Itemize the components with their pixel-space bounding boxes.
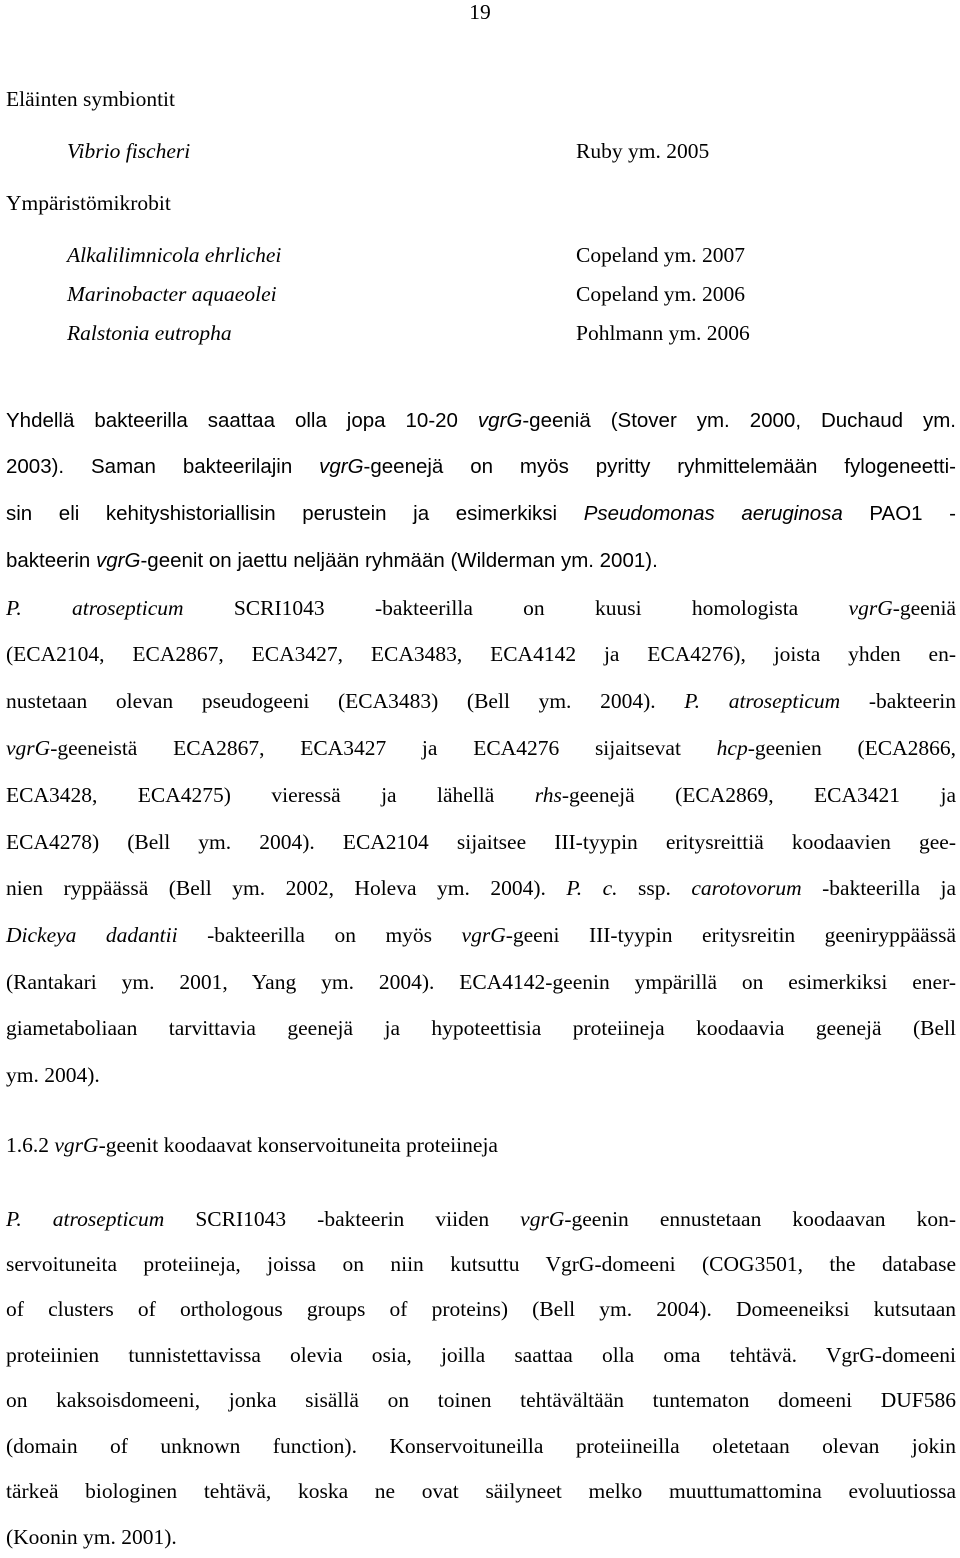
paragraph-line: nien ryppäässä (Bell ym. 2002, Holeva ym. 2004). P. c. ssp. carotovorum -bakteerilla ja [6, 876, 956, 900]
paragraph-line: (Koonin ym. 2001). [6, 1525, 177, 1549]
paragraph-line: vgrG-geeneistä ECA2867, ECA3427 ja ECA4276 sijaitsevat hcp-geenien (ECA2866, [6, 736, 957, 760]
paragraph-line: Yhdellä bakteerilla saattaa olla jopa 10-20 vgrG-geeniä (Stover ym. 2000, Duchaud ym. [6, 409, 957, 432]
section-heading-animal-symbionts: Eläinten symbiontit [6, 87, 175, 111]
page-number: 19 [469, 0, 491, 24]
paragraph-line: giametaboliaan tarvittavia geenejä ja hypoteettisia proteiineja koodaavia geenejä (Bell [6, 1016, 956, 1040]
paragraph-line: P. atrosepticum SCRI1043 -bakteerilla on kuusi homologista vgrG-geeniä [6, 596, 956, 620]
paragraph-line: tärkeä biologinen tehtävä, koska ne ovat säilyneet melko muuttumattomina evoluutiossa [6, 1479, 956, 1503]
paragraph-line: P. atrosepticum SCRI1043 -bakteerin viiden vgrG-geenin ennustetaan koodaavan kon- [6, 1207, 956, 1231]
paragraph-line: (Rantakari ym. 2001, Yang ym. 2004). ECA4142-geenin ympärillä on esimerkiksi ener- [6, 970, 956, 994]
paragraph-line: sin eli kehityshistoriallisin perustein ja esimerkiksi Pseudomonas aeruginosa PAO1 - [6, 502, 956, 525]
paragraph-line: ECA3428, ECA4275) vieressä ja lähellä rhs-geenejä (ECA2869, ECA3421 ja [6, 783, 956, 807]
paragraph-line: bakteerin vgrG-geenit on jaettu neljään ryhmään (Wilderman ym. 2001). [6, 549, 658, 572]
taxon-name: Alkalilimnicola ehrlichei [67, 243, 282, 267]
taxon-reference: Copeland ym. 2007 [576, 243, 745, 267]
paragraph-line: (ECA2104, ECA2867, ECA3427, ECA3483, ECA4142 ja ECA4276), joista yhden en- [6, 642, 956, 666]
taxon-reference: Pohlmann ym. 2006 [576, 321, 750, 345]
subsection-heading: 1.6.2 vgrG-geenit koodaavat konservoituneita proteiineja [6, 1133, 498, 1157]
paragraph-line: ym. 2004). [6, 1063, 100, 1087]
taxon-name: Vibrio fischeri [67, 139, 191, 163]
taxon-reference: Copeland ym. 2006 [576, 282, 745, 306]
paragraph-line: on kaksoisdomeeni, jonka sisällä on toinen tehtävältään tuntematon domeeni DUF586 [6, 1388, 956, 1412]
section-heading-environmental-microbes: Ympäristömikrobit [6, 191, 171, 215]
taxon-reference: Ruby ym. 2005 [576, 139, 710, 163]
paragraph-line: Dickeya dadantii -bakteerilla on myös vgrG-geeni III-tyypin eritysreitin geeniryppäässä [6, 923, 956, 947]
paragraph-line: (domain of unknown function). Konservoituneilla proteiineilla oletetaan olevan jokin [6, 1434, 956, 1458]
taxon-name: Marinobacter aquaeolei [67, 282, 277, 306]
paragraph-line: servoituneita proteiineja, joissa on niin kutsuttu VgrG-domeeni (COG3501, the database [6, 1252, 956, 1276]
taxon-name: Ralstonia eutropha [67, 321, 232, 345]
paragraph-line: 2003). Saman bakteerilajin vgrG-geenejä on myös pyritty ryhmittelemään fylogeneetti- [6, 455, 956, 478]
paragraph-line: nustetaan olevan pseudogeeni (ECA3483) (Bell ym. 2004). P. atrosepticum -bakteerin [6, 689, 956, 713]
paragraph-line: proteiinien tunnistettavissa olevia osia, joilla saattaa olla oma tehtävä. VgrG-domeeni [6, 1343, 956, 1367]
paragraph-line: ECA4278) (Bell ym. 2004). ECA2104 sijaitsee III-tyypin eritysreittiä koodaavien gee- [6, 830, 956, 854]
paragraph-line: of clusters of orthologous groups of proteins) (Bell ym. 2004). Domeeneiksi kutsutaan [6, 1297, 956, 1321]
